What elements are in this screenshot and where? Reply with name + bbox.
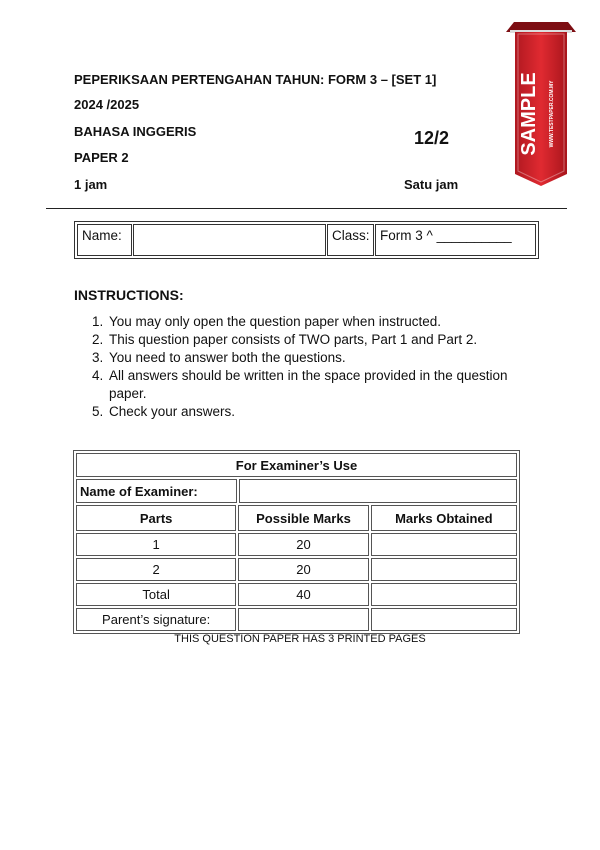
ribbon-label: SAMPLE [518,72,540,156]
possible-marks-cell: 20 [238,533,368,556]
instruction-item [92,349,522,367]
name-label: Name: [77,224,132,256]
marks-obtained-cell[interactable] [371,533,517,556]
examiner-name-label: Name of Examiner: [76,479,237,503]
paper-number: PAPER 2 [74,150,129,165]
exam-title: PEPERIKSAAN PERTENGAHAN TAHUN: FORM 3 – [SET 1] [74,72,437,87]
class-field[interactable]: Form 3 ^ __________ [375,224,536,256]
part-cell: Total [76,583,236,606]
instruction-item [92,313,522,331]
printed-pages-note: THIS QUESTION PAPER HAS 3 PRINTED PAGES [174,633,426,645]
instruction-text: You may only open the question paper when instructed. [109,314,441,329]
examiner-table [73,450,520,634]
table-row [76,583,517,606]
marks-obtained-cell[interactable] [371,558,517,581]
examiner-table-title: For Examiner’s Use [76,453,517,477]
instruction-text: This question paper consists of TWO parts, Part 1 and Part 2. [109,332,478,347]
possible-marks-cell: 20 [238,558,368,581]
marks-obtained-cell[interactable] [371,583,517,606]
class-label: Class: [327,224,374,256]
part-cell: 1 [76,533,236,556]
subject-name: BAHASA INGGERIS [74,124,197,139]
instructions-list [92,313,522,421]
ribbon-site: WWW.TESTPAPER.COM.MY [549,80,555,148]
parent-signature-field[interactable] [238,608,368,631]
table-row [76,608,517,631]
examiner-name-field[interactable] [239,479,517,503]
instructions-heading: INSTRUCTIONS: [74,287,184,303]
instruction-number: 5. [92,404,104,419]
sample-ribbon [506,14,576,186]
instruction-number: 3. [92,350,104,365]
instruction-item [92,331,522,349]
possible-marks-cell: 40 [238,583,368,606]
part-cell: 2 [76,558,236,581]
student-info-box [74,221,539,259]
table-row [76,558,517,581]
table-row [76,533,517,556]
instruction-item [92,403,522,421]
instruction-number: 4. [92,368,104,383]
instruction-text: Check your answers. [109,404,236,419]
header-divider [46,208,567,209]
parent-signature-label: Parent’s signature: [76,608,236,631]
instruction-number: 2. [92,332,104,347]
instruction-number: 1. [92,314,104,329]
name-field[interactable] [133,224,326,256]
time-allowed: 1 jam [74,177,108,192]
instruction-text: You need to answer both the questions. [109,350,346,365]
paper-code: 12/2 [414,128,450,148]
instruction-text: All answers should be written in the space provided in the question paper. [109,368,508,401]
exam-year: 2024 /2025 [74,97,140,112]
instruction-item [92,367,522,403]
parent-signature-extra[interactable] [371,608,517,631]
header-possible-marks: Possible Marks [238,505,368,531]
header-marks-obtained: Marks Obtained [371,505,517,531]
time-allowed-malay: Satu jam [404,177,459,192]
header-parts: Parts [76,505,236,531]
